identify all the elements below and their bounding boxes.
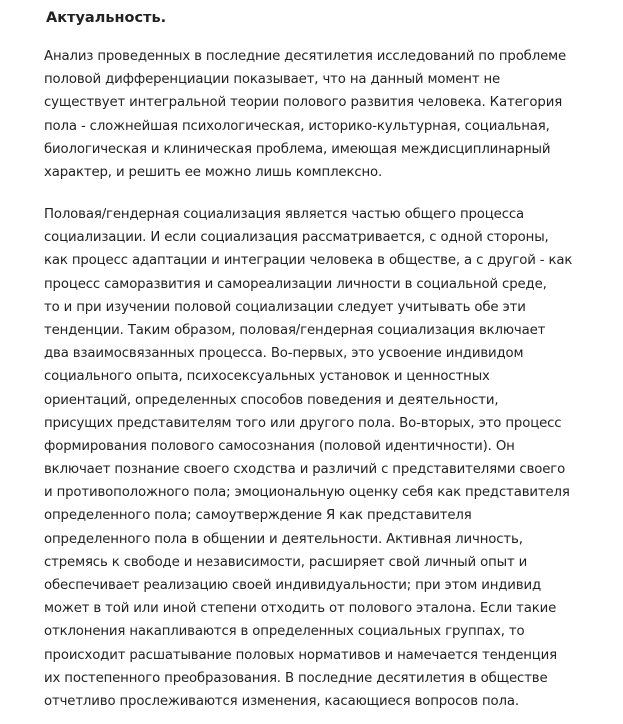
section-heading: [46, 9, 166, 28]
text-line: существует интегральной теории полового развития человека. Категория: [44, 95, 563, 111]
text-line: Анализ проведенных в последние десятилетия исследований по проблеме: [44, 49, 567, 64]
text-line: включает познание своего сходства и различий с представителями своего: [44, 462, 566, 478]
paragraph-relevance-intro: [44, 45, 566, 184]
text-line: происходит расшатывание половых нормативов и намечается тенденция: [44, 647, 558, 663]
text-line: формирования полового самосознания (половой идентичности). Он: [44, 438, 515, 454]
text-line: ориентаций, определенных способов поведения и деятельности,: [44, 392, 499, 408]
text-line: социализации. И если социализация рассматривается, с одной стороны,: [44, 230, 549, 246]
text-line: пола - сложнейшая психологическая, историко-культурная, социальная,: [44, 118, 550, 134]
text-line: социального опыта, психосексуальных установок и ценностных: [44, 369, 490, 385]
text-line: обеспечивает реализацию своей индивидуальности; при этом индивид: [44, 578, 542, 593]
text-line: характер, и решить ее можно лишь комплексно.: [44, 164, 383, 180]
text-line: как процесс адаптации и интеграции человека в обществе, а с другой - как: [44, 253, 573, 269]
section-heading-text: Актуальность: [46, 10, 161, 26]
section-heading-period: .: [160, 10, 167, 26]
text-line: половой дифференциации показывает, что на данный момент не: [44, 72, 501, 88]
text-line: отчетливо прослеживаются изменения, касающиеся вопросов пола.: [44, 693, 519, 709]
paragraph-gender-socialization: [44, 203, 572, 713]
text-line: Половая/гендерная социализация является частью общего процесса: [44, 207, 525, 222]
text-line: определенного пола; самоутверждение Я как представителя: [44, 508, 472, 524]
text-line: тенденции. Таким образом, половая/гендерная социализация включает: [44, 322, 546, 338]
text-line: стремясь к свободе и независимости, расширяет свой личный опыт и: [44, 554, 528, 570]
text-line: процесс саморазвития и самореализации личности в социальной среде,: [44, 276, 547, 292]
text-line: определенного пола в общении и деятельности. Активная личность,: [44, 531, 523, 547]
text-line: и противоположного пола; эмоциональную оценку себя как представителя: [44, 485, 570, 501]
text-line: отклонения накапливаются в определенных социальных группах, то: [44, 624, 525, 640]
text-line: то и при изучении половой социализации следует учитывать обе эти: [44, 299, 526, 315]
text-line: два взаимосвязанных процесса. Во-первых, это усвоение индивидом: [44, 346, 524, 362]
text-line: их постепенного преобразования. В последние десятилетия в обществе: [44, 670, 548, 686]
text-line: биологическая и клиническая проблема, имеющая междисциплинарный: [44, 141, 551, 157]
text-line: присущих представителям того или другого пола. Во-вторых, это процесс: [44, 415, 562, 431]
text-line: может в той или иной степени отходить от полового эталона. Если такие: [44, 601, 557, 617]
